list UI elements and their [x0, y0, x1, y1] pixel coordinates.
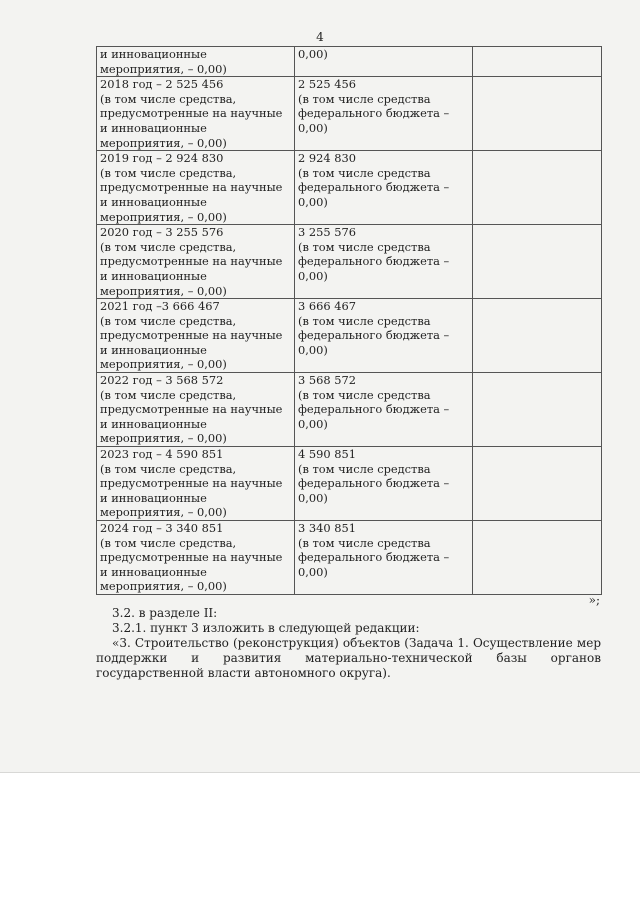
table-row [97, 447, 602, 521]
table-row [97, 77, 602, 151]
table-row [97, 151, 602, 225]
paragraph-construction: «3. Строительство (реконструкция) объектов (Задача 1. Осуществление мер поддержки и развития материально-технической базы органов государственной власти автономного округа). [96, 636, 601, 680]
paragraph-item-3-2-1: 3.2.1. пункт 3 изложить в следующей редакции: [112, 621, 420, 635]
year-total-cell: и инновационные мероприятия, – 0,00) [97, 47, 295, 77]
empty-cell [473, 151, 602, 225]
table-row [97, 47, 602, 77]
amount-cell: 2 525 456 (в том числе средства федерального бюджета – 0,00) [295, 77, 473, 151]
year-total-cell: 2018 год – 2 525 456 (в том числе средства, предусмотренные на научные и инновационные мероприятия, – 0,00) [97, 77, 295, 151]
amount-cell: 3 340 851 (в том числе средства федерального бюджета – 0,00) [295, 521, 473, 595]
amount-cell: 3 255 576 (в том числе средства федерального бюджета – 0,00) [295, 225, 473, 299]
empty-cell [473, 299, 602, 373]
amount-cell: 2 924 830 (в том числе средства федерального бюджета – 0,00) [295, 151, 473, 225]
year-total-cell: 2023 год – 4 590 851 (в том числе средства, предусмотренные на научные и инновационные мероприятия, – 0,00) [97, 447, 295, 521]
empty-cell [473, 77, 602, 151]
year-total-cell: 2019 год – 2 924 830 (в том числе средства, предусмотренные на научные и инновационные мероприятия, – 0,00) [97, 151, 295, 225]
year-total-cell: 2021 год –3 666 467 (в том числе средства, предусмотренные на научные и инновационные мероприятия, – 0,00) [97, 299, 295, 373]
table-row [97, 521, 602, 595]
paragraph-section-ii: 3.2. в разделе II: [112, 606, 218, 620]
empty-cell [473, 373, 602, 447]
page-number: 4 [316, 30, 324, 44]
amount-cell: 3 568 572 (в том числе средства федерального бюджета – 0,00) [295, 373, 473, 447]
year-total-cell: 2020 год – 3 255 576 (в том числе средства, предусмотренные на научные и инновационные мероприятия, – 0,00) [97, 225, 295, 299]
empty-cell [473, 225, 602, 299]
financing-table [96, 46, 602, 595]
table-row [97, 225, 602, 299]
empty-cell [473, 521, 602, 595]
empty-cell [473, 47, 602, 77]
table-row [97, 299, 602, 373]
amount-cell: 4 590 851 (в том числе средства федерального бюджета – 0,00) [295, 447, 473, 521]
year-total-cell: 2022 год – 3 568 572 (в том числе средства, предусмотренные на научные и инновационные мероприятия, – 0,00) [97, 373, 295, 447]
year-total-cell: 2024 год – 3 340 851 (в том числе средства, предусмотренные на научные и инновационные мероприятия, – 0,00) [97, 521, 295, 595]
amount-cell: 3 666 467 (в том числе средства федерального бюджета – 0,00) [295, 299, 473, 373]
closing-quote-mark: »; [588, 593, 600, 607]
empty-cell [473, 447, 602, 521]
table-row [97, 373, 602, 447]
amount-cell: 0,00) [295, 47, 473, 77]
